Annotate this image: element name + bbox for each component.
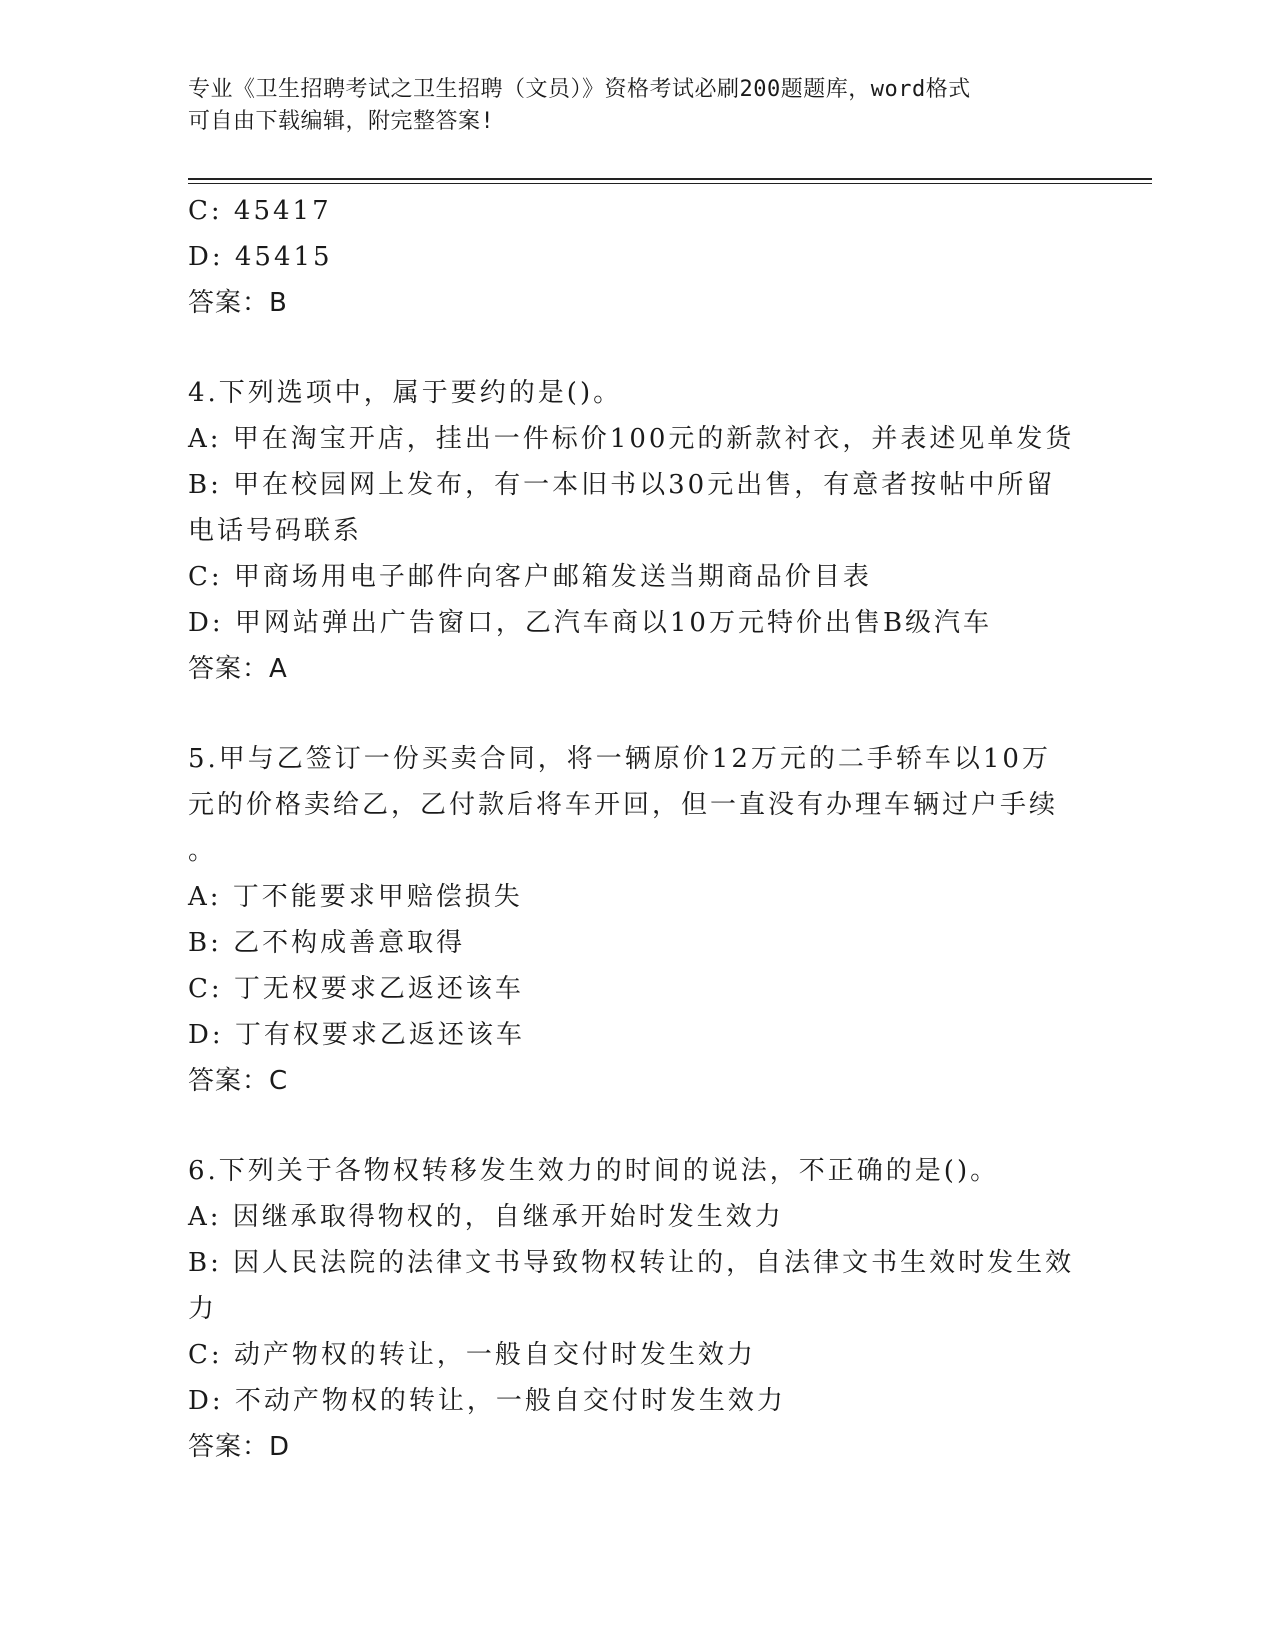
question-6: [188, 1148, 1088, 1470]
option-b-continued: 力: [188, 1294, 218, 1324]
option-d: D: 丁有权要求乙返还该车: [188, 1020, 525, 1050]
header-rule-thin: [188, 183, 1152, 184]
question-continuation: [188, 188, 1088, 326]
question-4: [188, 370, 1088, 692]
question-stem: 4.下列选项中，属于要约的是()。: [188, 378, 623, 408]
option-b-continued: 电话号码联系: [188, 516, 363, 546]
header-rule-thick: [188, 178, 1152, 180]
option-a: A: 因继承取得物权的，自继承开始时发生效力: [188, 1202, 784, 1232]
option-b: B: 甲在校园网上发布，有一本旧书以30元出售，有意者按帖中所留: [188, 470, 1056, 500]
answer: 答案：A: [188, 654, 288, 684]
option-d: D: 45415: [188, 242, 333, 272]
answer: 答案：D: [188, 1432, 291, 1462]
option-c: C: 丁无权要求乙返还该车: [188, 974, 524, 1004]
option-b: B: 因人民法院的法律文书导致物权转让的，自法律文书生效时发生效: [188, 1248, 1075, 1278]
question-stem: 5.甲与乙签订一份买卖合同，将一辆原价12万元的二手轿车以10万: [188, 744, 1051, 774]
option-c: C: 甲商场用电子邮件向客户邮箱发送当期商品价目表: [188, 562, 872, 592]
option-a: A: 丁不能要求甲赔偿损失: [188, 882, 523, 912]
header-line-2: 可自由下载编辑，附完整答案!: [188, 109, 495, 134]
option-c: C: 动产物权的转让，一般自交付时发生效力: [188, 1340, 756, 1370]
document-header: [188, 74, 1088, 138]
option-b: B: 乙不构成善意取得: [188, 928, 466, 958]
option-d: D: 甲网站弹出广告窗口，乙汽车商以10万元特价出售B级汽车: [188, 608, 993, 638]
document-body: [188, 188, 1088, 1470]
question-5: [188, 736, 1088, 1104]
option-d: D: 不动产物权的转让，一般自交付时发生效力: [188, 1386, 786, 1416]
answer: 答案：B: [188, 288, 288, 318]
header-line-1: 专业《卫生招聘考试之卫生招聘（文员）》资格考试必刷200题题库，word格式: [188, 77, 971, 102]
option-a: A: 甲在淘宝开店，挂出一件标价100元的新款衬衣，并表述见单发货: [188, 424, 1075, 454]
question-stem: 6.下列关于各物权转移发生效力的时间的说法，不正确的是()。: [188, 1156, 1000, 1186]
question-stem-end: 。: [188, 836, 218, 866]
answer: 答案：C: [188, 1066, 289, 1096]
question-stem-continued: 元的价格卖给乙，乙付款后将车开回，但一直没有办理车辆过户手续: [188, 790, 1059, 820]
option-c: C: 45417: [188, 196, 332, 226]
